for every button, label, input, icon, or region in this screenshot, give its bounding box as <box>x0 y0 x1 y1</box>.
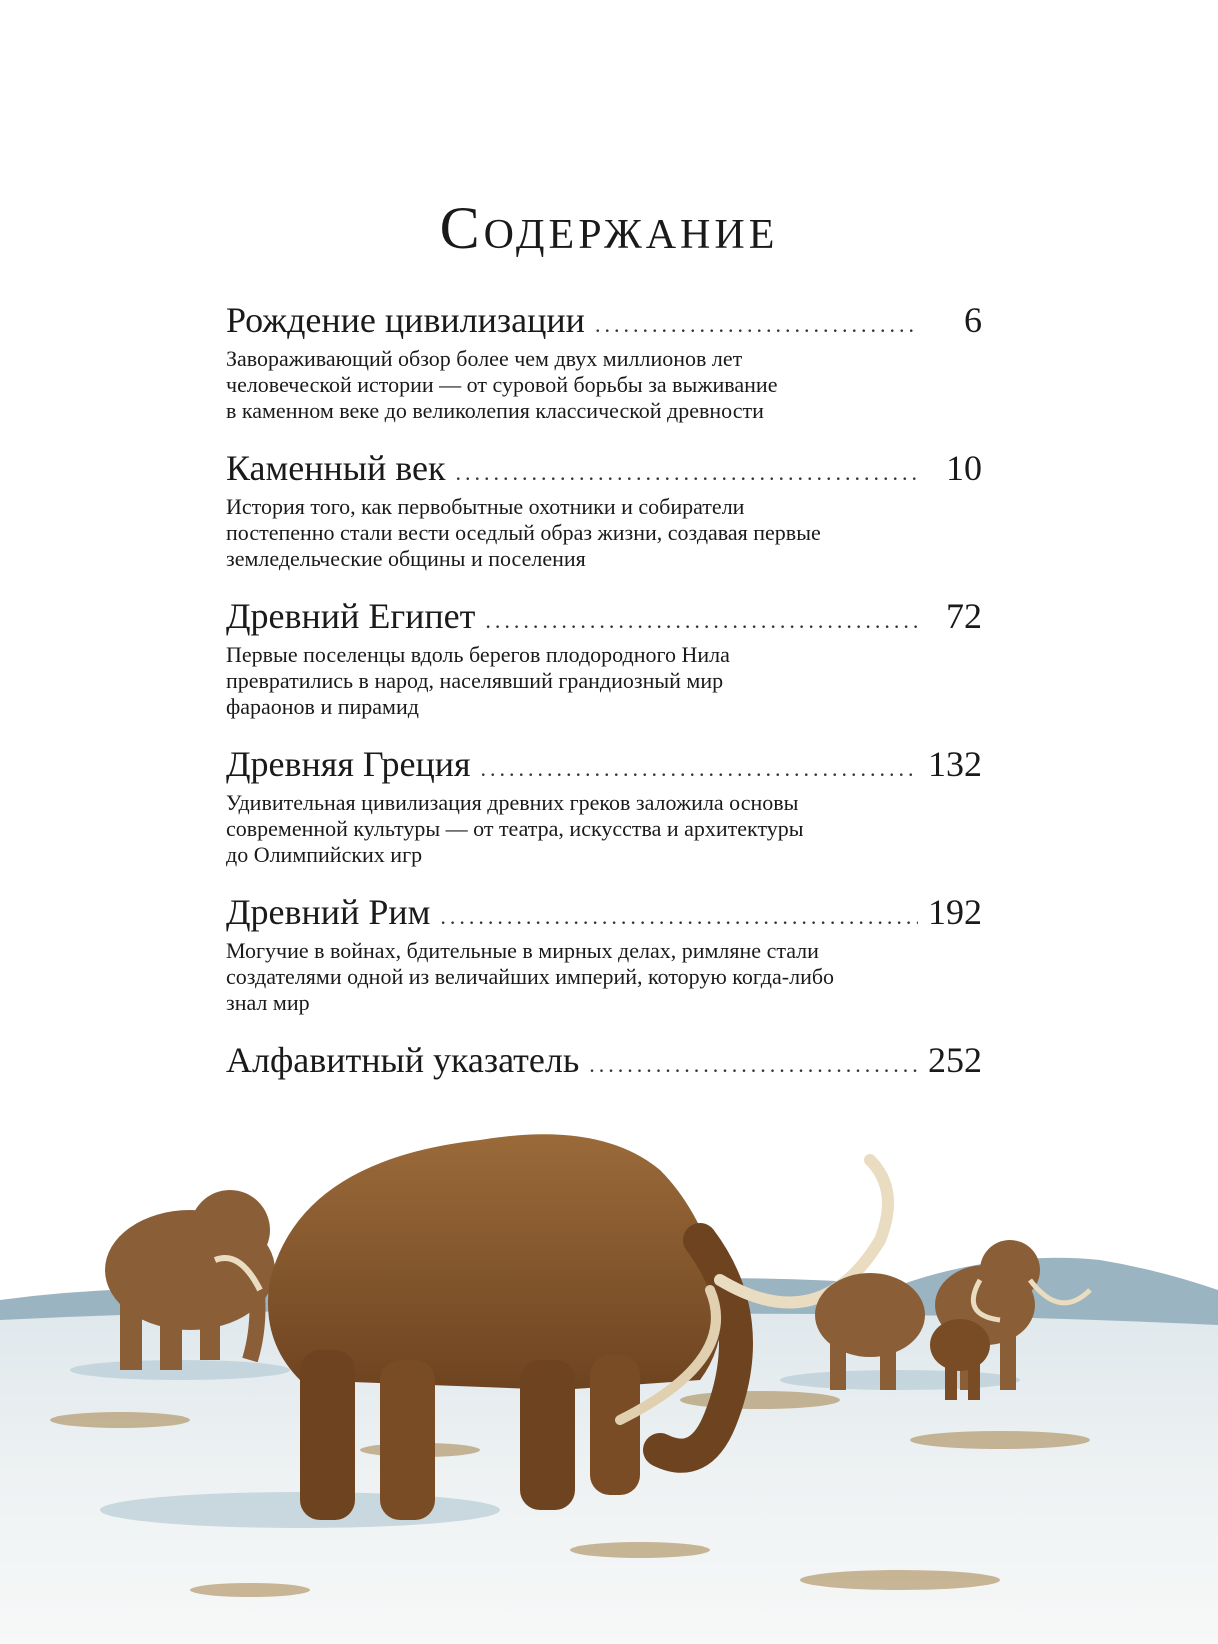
toc-entry-title: Древняя Греция <box>226 744 471 784</box>
mammoth-herd-illustration <box>0 1120 1218 1644</box>
description-line: земледельческие общины и поселения <box>226 546 586 571</box>
toc-entry-head <box>226 298 982 342</box>
toc-entry-index[interactable] <box>226 1038 982 1082</box>
description-line: современной культуры — от театра, искусства и архитектуры <box>226 816 804 841</box>
toc-entry-description <box>226 938 906 1016</box>
description-line: Удивительная цивилизация древних греков заложила основы <box>226 790 799 815</box>
description-line: Первые поселенцы вдоль берегов плодородного Нила <box>226 642 730 667</box>
table-of-contents <box>226 298 982 1104</box>
dot-leader <box>595 303 918 347</box>
toc-entry-page: 252 <box>928 1040 982 1080</box>
toc-entry-head <box>226 594 982 638</box>
description-line: создателями одной из величайших империй, которую когда-либо <box>226 964 835 989</box>
toc-entry-stone-age[interactable] <box>226 446 982 572</box>
toc-entry-page: 72 <box>946 596 982 636</box>
toc-entry-page: 132 <box>928 744 982 784</box>
dot-leader <box>485 599 918 643</box>
page-title: Содержание <box>439 195 779 261</box>
dot-leader <box>481 747 918 791</box>
toc-entry-description <box>226 494 906 572</box>
toc-entry-title: Каменный век <box>226 448 446 488</box>
toc-entry-description <box>226 790 906 868</box>
description-line: превратились в народ, населявший грандиозный мир <box>226 668 724 693</box>
description-line: человеческой истории — от суровой борьбы за выживание <box>226 372 778 397</box>
toc-entry-title: Рождение цивилизации <box>226 300 585 340</box>
dot-leader <box>440 895 918 939</box>
dot-leader <box>456 451 918 495</box>
toc-entry-page: 6 <box>964 300 982 340</box>
toc-entry-ancient-greece[interactable] <box>226 742 982 868</box>
toc-entry-title: Древний Рим <box>226 892 431 932</box>
toc-entry-head <box>226 446 982 490</box>
description-line: Могучие в войнах, бдительные в мирных делах, римляне стали <box>226 938 819 963</box>
description-line: фараонов и пирамид <box>226 694 419 719</box>
toc-entry-head <box>226 742 982 786</box>
toc-entry-description <box>226 642 906 720</box>
description-line: до Олимпийских игр <box>226 842 423 867</box>
description-line: Завораживающий обзор более чем двух миллионов лет <box>226 346 743 371</box>
description-line: знал мир <box>226 990 310 1015</box>
description-line: постепенно стали вести оседлый образ жизни, создавая первые <box>226 520 821 545</box>
description-line: в каменном веке до великолепия классической древности <box>226 398 764 423</box>
toc-entry-page: 192 <box>928 892 982 932</box>
toc-entry-birth-of-civilization[interactable] <box>226 298 982 424</box>
toc-entry-head <box>226 1038 982 1082</box>
toc-entry-page: 10 <box>946 448 982 488</box>
toc-entry-head <box>226 890 982 934</box>
toc-entry-description <box>226 346 906 424</box>
description-line: История того, как первобытные охотники и собиратели <box>226 494 745 519</box>
toc-entry-title: Алфавитный указатель <box>226 1040 580 1080</box>
toc-entry-title: Древний Египет <box>226 596 476 636</box>
dot-leader <box>589 1043 918 1087</box>
toc-entry-ancient-egypt[interactable] <box>226 594 982 720</box>
toc-entry-ancient-rome[interactable] <box>226 890 982 1016</box>
